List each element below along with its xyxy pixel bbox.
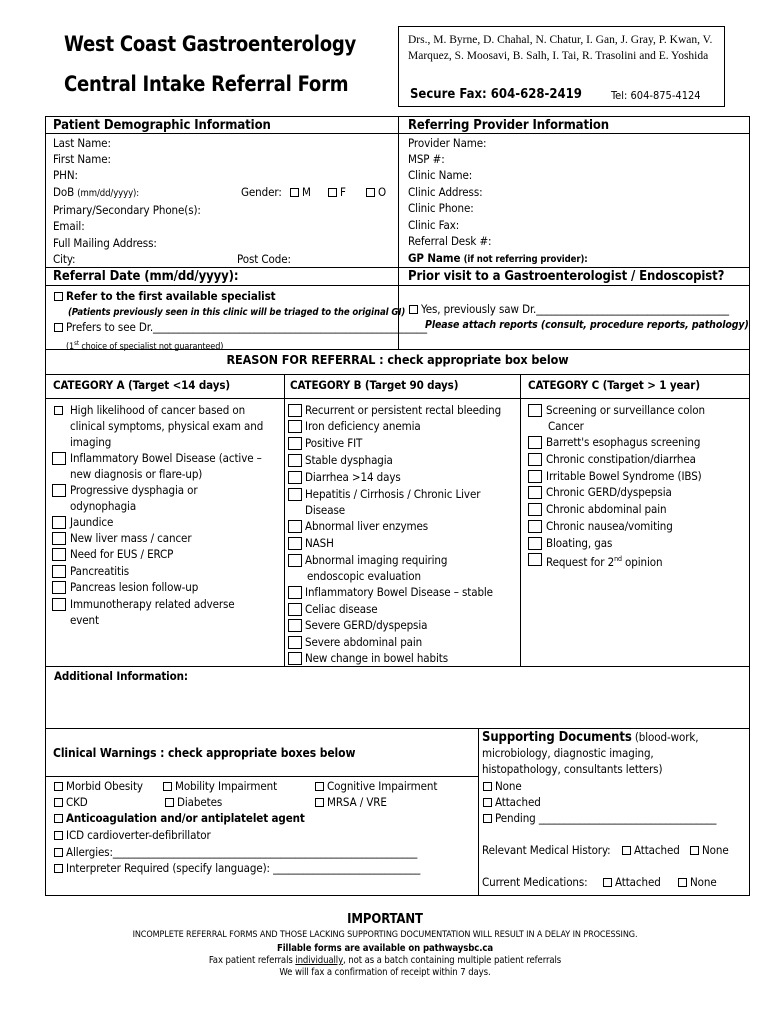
additional-info-label[interactable]: Additional Information: [54,669,188,683]
post-code-label[interactable]: Post Code: [237,252,291,266]
cat-a-item-text: Inflammatory Bowel Disease (active – [70,451,262,465]
checkbox-icon [315,782,324,791]
telephone: Tel: 604-875-4124 [611,89,701,102]
cat-a-item-text: event [70,613,99,627]
checkbox-icon [54,323,63,332]
checkbox-icon [690,846,699,855]
vr-warnings-supporting [478,728,479,895]
checkbox-icon [54,831,63,840]
checkbox-icon [54,782,63,791]
cat-b-anemia-checkbox[interactable] [288,420,302,433]
cat-a-cancer-checkbox[interactable] [54,403,66,418]
clinic-address-label[interactable]: Clinic Address: [408,185,483,199]
checkbox-icon [622,846,631,855]
footer-confirmation-line: We will fax a confirmation of receipt within 7 days. [279,967,491,978]
email-label[interactable]: Email: [53,219,85,233]
cat-b-item-text: Celiac disease [305,602,378,616]
cat-a-item-text: clinical symptoms, physical exam and [70,419,264,433]
cat-a-liver-mass-checkbox[interactable] [52,532,66,545]
cat-b-item-text: Hepatitis / Cirrhosis / Chronic Liver [305,487,481,501]
provider-name-label[interactable]: Provider Name: [408,136,487,150]
ckd-checkbox[interactable]: CKD [54,795,88,810]
current-meds-attached-checkbox[interactable]: Attached [603,875,661,890]
medical-history-none-checkbox[interactable]: None [690,843,729,858]
clinic-phone-label[interactable]: Clinic Phone: [408,201,474,215]
hr-under-categories [45,398,750,399]
msp-label[interactable]: MSP #: [408,152,445,166]
cat-c-item-text: Cancer [548,419,584,433]
clinic-name-label[interactable]: Clinic Name: [408,168,473,182]
interpreter-checkbox[interactable]: Interpreter Required (specify language): _____________________________ [54,861,420,876]
cat-b-item-text: NASH [305,536,334,550]
cat-c-constipation-checkbox[interactable] [528,453,542,466]
cat-b-liver-enzymes-checkbox[interactable] [288,520,302,533]
cat-a-jaundice-checkbox[interactable] [52,516,66,529]
cat-c-bloating-checkbox[interactable] [528,537,542,550]
supporting-line2: microbiology, diagnostic imaging, [482,746,654,760]
checkbox-icon [483,814,492,823]
cat-c-item-text: Chronic nausea/vomiting [546,519,673,533]
checkbox-icon [54,798,63,807]
gender-o-checkbox[interactable]: O [366,185,386,200]
cat-c-item-text: Chronic abdominal pain [546,502,667,516]
hr-above-additional [45,666,750,667]
cat-c-nausea-checkbox[interactable] [528,520,542,533]
last-name-label[interactable]: Last Name: [53,136,111,150]
supporting-line3: histopathology, consultants letters) [482,762,663,776]
cat-b-fit-checkbox[interactable] [288,437,302,450]
mrsa-checkbox[interactable]: MRSA / VRE [315,795,387,810]
cat-b-rectal-bleeding-checkbox[interactable] [288,404,302,417]
checkbox-icon [54,864,63,873]
form-title-line2: Central Intake Referral Form [64,72,349,96]
cat-a-dysphagia-checkbox[interactable] [52,484,66,497]
gp-name-label[interactable]: GP Name (if not referring provider): [408,251,588,265]
gender-f-checkbox[interactable]: F [328,185,346,200]
vr-cat-b-c [520,374,521,666]
provider-heading: Referring Provider Information [408,118,610,133]
header-box-right [724,26,725,106]
icd-checkbox[interactable]: ICD cardioverter-defibrillator [54,828,211,843]
form-title-line1: West Coast Gastroenterology [64,32,357,56]
header-box-left [398,26,399,106]
checkbox-icon [409,305,418,314]
previously-saw-checkbox[interactable]: Yes, previously saw Dr.______________________________________ [409,302,729,317]
cat-b-item-text: endoscopic evaluation [307,569,421,583]
supporting-pending-checkbox[interactable]: Pending ___________________________________ [483,811,716,826]
dob-label[interactable]: DoB (mm/dd/yyyy): [53,185,140,199]
cat-a-ibd-checkbox[interactable] [52,452,66,465]
checkbox-icon [366,188,375,197]
phn-label[interactable]: PHN: [53,168,78,182]
cat-b-item-text: Recurrent or persistent rectal bleeding [305,403,502,417]
checkbox-icon [603,878,612,887]
reason-heading: REASON FOR REFERRAL : check appropriate box below [226,352,569,367]
cat-a-item-text: Progressive dysphagia or [70,483,198,497]
referral-date-heading[interactable]: Referral Date (mm/dd/yyyy): [53,269,239,284]
cat-b-bowel-habits-checkbox[interactable] [288,652,302,665]
gender-m-checkbox[interactable]: M [290,185,311,200]
cat-c-screening-checkbox[interactable] [528,404,542,417]
attach-reports-note: Please attach reports (consult, procedure reports, pathology) [425,319,749,331]
cat-b-item-text: Severe GERD/dyspepsia [305,618,428,632]
patient-heading: Patient Demographic Information [53,118,271,133]
current-meds-none-checkbox[interactable]: None [678,875,717,890]
checkbox-icon [54,406,63,415]
vr-cat-a-b [284,374,285,666]
cat-b-abnormal-imaging-checkbox[interactable] [288,554,302,567]
cat-b-diarrhea-checkbox[interactable] [288,471,302,484]
cat-a-item-text: new diagnosis or flare-up) [70,467,203,481]
cat-b-item-text: Stable dysphagia [305,453,393,467]
footer-fax-line: Fax patient referrals individually, not as a batch containing multiple patient referrals [208,955,562,966]
category-c-heading: CATEGORY C (Target > 1 year) [528,378,700,392]
gender-label: Gender: [241,185,282,199]
footer-fillable-line: Fillable forms are available on pathwaysbc.ca [276,943,494,954]
clinic-fax-label[interactable]: Clinic Fax: [408,218,460,232]
first-available-checkbox[interactable]: Refer to the first available specialist [54,289,276,304]
cat-a-item-text: Pancreatitis [70,564,130,578]
mobility-checkbox[interactable]: Mobility Impairment [163,779,277,794]
checkbox-icon [54,848,63,857]
checkbox-icon [165,798,174,807]
cat-c-item-text: Irritable Bowel Syndrome (IBS) [546,469,702,483]
cat-c-item-text: Chronic constipation/diarrhea [546,452,696,466]
cat-c-item-text: Request for 2nd opinion [546,554,663,569]
cat-b-item-text: Disease [305,503,345,517]
cat-b-stable-dysphagia-checkbox[interactable] [288,454,302,467]
warnings-heading: Clinical Warnings : check appropriate boxes below [53,746,356,760]
cat-c-abdominal-pain-checkbox[interactable] [528,503,542,516]
cat-a-item-text: Need for EUS / ERCP [70,547,174,561]
city-label[interactable]: City: [53,252,76,266]
supporting-heading: Supporting Documents (blood-work, [482,730,699,745]
address-label[interactable]: Full Mailing Address: [53,236,157,250]
cat-a-immunotherapy-checkbox[interactable] [52,598,66,611]
checkbox-icon [54,814,63,823]
cat-a-item-text: odynophagia [70,499,137,513]
cat-b-gerd-checkbox[interactable] [288,619,302,632]
diabetes-checkbox[interactable]: Diabetes [165,795,222,810]
cat-a-item-text: High likelihood of cancer based on [70,403,246,417]
cat-c-item-text: Chronic GERD/dyspepsia [546,485,672,499]
cat-c-item-text: Bloating, gas [546,536,613,550]
cat-b-item-text: Severe abdominal pain [305,635,423,649]
triage-note: (Patients previously seen in this clinic will be triaged to the original GI) [68,307,406,318]
hr-above-categories [45,374,750,375]
cat-a-item-text: imaging [70,435,112,449]
doctors-list: Drs., M. Byrne, D. Chahal, N. Chatur, I. Gan, J. Gray, P. Kwan, V. Marquez, S. Moosavi, B. Salh, I. Tai, R. Trasolini and E. Yoshida [408,34,713,62]
cat-c-ibs-checkbox[interactable] [528,470,542,483]
cat-a-item-text: Pancreas lesion follow-up [70,580,199,594]
checkbox-icon [54,292,63,301]
cat-a-pancreatitis-checkbox[interactable] [52,565,66,578]
referral-desk-label[interactable]: Referral Desk #: [408,234,492,248]
cat-c-chronic-gerd-checkbox[interactable] [528,486,542,499]
allergies-checkbox[interactable]: Allergies:____________________________________________________________ [54,845,417,860]
supporting-attached-checkbox[interactable]: Attached [483,795,541,810]
category-a-heading: CATEGORY A (Target <14 days) [53,378,231,392]
secure-fax: Secure Fax: 604-628-2419 [410,87,582,102]
cat-b-nash-checkbox[interactable] [288,537,302,550]
important-heading: IMPORTANT [347,912,423,927]
cat-b-item-text: Abnormal imaging requiring [305,553,448,567]
cognitive-checkbox[interactable]: Cognitive Impairment [315,779,437,794]
checkbox-icon [290,188,299,197]
supporting-none-checkbox[interactable]: None [483,779,522,794]
medical-history-label: Relevant Medical History: [482,843,611,857]
current-meds-label: Current Medications: [482,875,588,889]
checkbox-icon [483,782,492,791]
cat-c-item-text: Screening or surveillance colon [546,403,705,417]
cat-a-item-text: New liver mass / cancer [70,531,192,545]
phone-label[interactable]: Primary/Secondary Phone(s): [53,203,201,217]
cat-c-barretts-checkbox[interactable] [528,436,542,449]
cat-b-item-text: Inflammatory Bowel Disease – stable [305,585,493,599]
table-right-border [749,116,750,896]
footer-warning-line: INCOMPLETE REFERRAL FORMS AND THOSE LACKING SUPPORTING DOCUMENTATION WILL RESULT IN A DELAY IN PROCESSING. [132,930,638,940]
cat-b-abdominal-pain-checkbox[interactable] [288,636,302,649]
morbid-obesity-checkbox[interactable]: Morbid Obesity [54,779,143,794]
table-left-border [45,116,46,896]
checkbox-icon [678,878,687,887]
checkbox-icon [163,782,172,791]
anticoag-checkbox[interactable]: Anticoagulation and/or antiplatelet agent [54,811,305,826]
header-box-bottom [398,106,725,107]
cat-a-item-text: Immunotherapy related adverse [70,597,235,611]
cat-a-item-text: Jaundice [70,515,114,529]
category-b-heading: CATEGORY B (Target 90 days) [290,378,459,392]
cat-b-hepatitis-checkbox[interactable] [288,488,302,501]
prefers-doctor-checkbox[interactable]: Prefers to see Dr.______________________________________________________ [54,320,427,335]
cat-c-item-text: Barrett's esophagus screening [546,435,701,449]
cat-a-eus-checkbox[interactable] [52,548,66,561]
cat-b-ibd-stable-checkbox[interactable] [288,586,302,599]
hr-above-warnings [45,728,750,729]
table-bottom-border [45,895,750,896]
cat-b-celiac-checkbox[interactable] [288,603,302,616]
checkbox-icon [315,798,324,807]
checkbox-icon [328,188,337,197]
medical-history-attached-checkbox[interactable]: Attached [622,843,680,858]
header-box-top [398,26,725,27]
prior-visit-heading: Prior visit to a Gastroenterologist / Endoscopist? [408,269,725,284]
cat-b-item-text: Abnormal liver enzymes [305,519,429,533]
hr-under-warnings-heading [45,776,478,777]
choice-note: (1st choice of specialist not guaranteed) [66,340,224,352]
first-name-label[interactable]: First Name: [53,152,111,166]
cat-b-item-text: Positive FIT [305,436,363,450]
cat-c-second-opinion-checkbox[interactable] [528,553,542,566]
cat-a-pancreas-lesion-checkbox[interactable] [52,581,66,594]
cat-b-item-text: Iron deficiency anemia [305,419,421,433]
checkbox-icon [483,798,492,807]
cat-b-item-text: New change in bowel habits [305,651,449,665]
cat-b-item-text: Diarrhea >14 days [305,470,401,484]
